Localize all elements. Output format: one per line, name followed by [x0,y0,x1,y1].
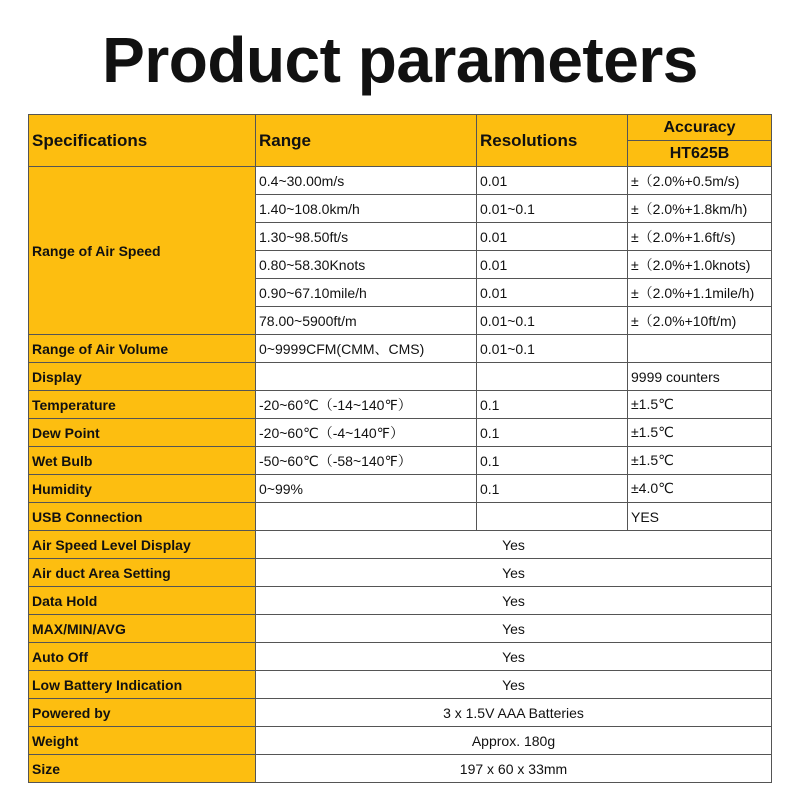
table-row [29,475,772,503]
spec-label: Humidity [29,475,256,503]
value-cell: Yes [256,587,772,615]
spec-label: USB Connection [29,503,256,531]
page-title: Product parameters [102,24,698,96]
accuracy-cell: ±（2.0%+0.5m/s) [628,167,772,195]
table-row [29,447,772,475]
table-row [29,503,772,531]
spec-label: Size [29,755,256,783]
table-row [29,531,772,559]
range-cell: 1.30~98.50ft/s [256,223,477,251]
table-row [29,335,772,363]
table-row [29,643,772,671]
resolution-cell: 0.1 [477,475,628,503]
value-cell: 197 x 60 x 33mm [256,755,772,783]
resolution-cell: 0.01 [477,167,628,195]
resolution-cell: 0.01~0.1 [477,195,628,223]
table-row [29,755,772,783]
range-cell: 0~99% [256,475,477,503]
spec-label: Air duct Area Setting [29,559,256,587]
resolution-cell: 0.01 [477,223,628,251]
resolution-cell: 0.01~0.1 [477,307,628,335]
accuracy-cell: 9999 counters [628,363,772,391]
header-row [29,115,772,141]
resolution-cell: 0.1 [477,447,628,475]
spec-label: Air Speed Level Display [29,531,256,559]
accuracy-cell: YES [628,503,772,531]
accuracy-cell: ±（2.0%+10ft/m) [628,307,772,335]
table-row [29,391,772,419]
spec-label: Range of Air Volume [29,335,256,363]
value-cell: Yes [256,671,772,699]
table-row [29,363,772,391]
accuracy-cell: ±（2.0%+1.6ft/s) [628,223,772,251]
table-row [29,727,772,755]
range-cell: 0~9999CFM(CMM、CMS) [256,335,477,363]
accuracy-cell: ±1.5℃ [628,447,772,475]
spec-label: Powered by [29,699,256,727]
resolution-cell: 0.01 [477,279,628,307]
table-row [29,559,772,587]
spec-label: MAX/MIN/AVG [29,615,256,643]
resolution-cell: 0.01 [477,251,628,279]
accuracy-cell: ±（2.0%+1.8km/h) [628,195,772,223]
spec-label: Low Battery Indication [29,671,256,699]
range-cell [256,363,477,391]
range-cell: 1.40~108.0km/h [256,195,477,223]
range-cell: 78.00~5900ft/m [256,307,477,335]
range-cell: 0.4~30.00m/s [256,167,477,195]
value-cell: Approx. 180g [256,727,772,755]
range-cell: -20~60℃（-14~140℉） [256,391,477,419]
value-cell: 3 x 1.5V AAA Batteries [256,699,772,727]
value-cell: Yes [256,643,772,671]
range-cell [256,503,477,531]
value-cell: Yes [256,559,772,587]
range-cell: -20~60℃（-4~140℉） [256,419,477,447]
range-cell: 0.90~67.10mile/h [256,279,477,307]
table-row [29,587,772,615]
accuracy-cell: ±4.0℃ [628,475,772,503]
spec-label: Display [29,363,256,391]
header-specifications: Specifications [29,115,256,167]
accuracy-cell: ±（2.0%+1.0knots) [628,251,772,279]
resolution-cell [477,503,628,531]
value-cell: Yes [256,615,772,643]
spec-label: Data Hold [29,587,256,615]
resolution-cell: 0.1 [477,391,628,419]
table-row [29,699,772,727]
table-row [29,167,772,195]
spec-label: Weight [29,727,256,755]
spec-label: Temperature [29,391,256,419]
accuracy-cell: ±1.5℃ [628,419,772,447]
accuracy-cell: ±1.5℃ [628,391,772,419]
spec-table [28,114,772,783]
table-row [29,419,772,447]
accuracy-cell [628,335,772,363]
header-model: HT625B [628,141,772,167]
spec-label: Wet Bulb [29,447,256,475]
resolution-cell: 0.1 [477,419,628,447]
range-cell: 0.80~58.30Knots [256,251,477,279]
header-accuracy: Accuracy [628,115,772,141]
spec-label: Range of Air Speed [29,167,256,335]
table-row [29,671,772,699]
value-cell: Yes [256,531,772,559]
range-cell: -50~60℃（-58~140℉） [256,447,477,475]
resolution-cell [477,363,628,391]
spec-label: Auto Off [29,643,256,671]
resolution-cell: 0.01~0.1 [477,335,628,363]
spec-label: Dew Point [29,419,256,447]
accuracy-cell: ±（2.0%+1.1mile/h) [628,279,772,307]
table-row [29,615,772,643]
header-resolutions: Resolutions [477,115,628,167]
header-range: Range [256,115,477,167]
